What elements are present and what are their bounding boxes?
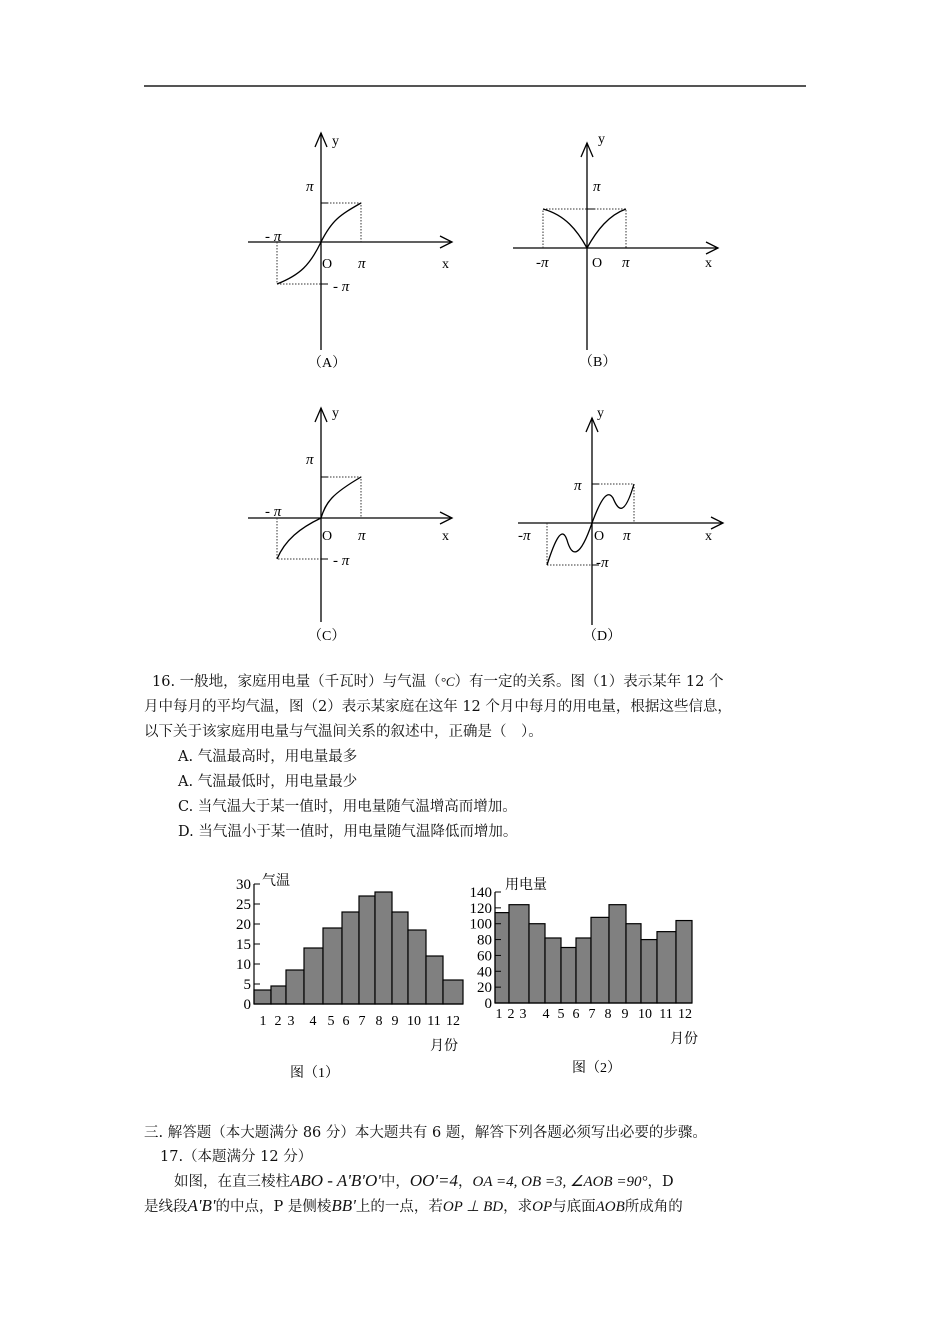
svg-text:5: 5: [327, 1014, 335, 1029]
svg-text:11: 11: [427, 1014, 441, 1029]
bar-month-4: [545, 938, 561, 1003]
bar-month-7: [591, 917, 609, 1003]
svg-text:-π: -π: [536, 255, 549, 271]
svg-text:4: 4: [542, 1007, 550, 1022]
graph-caption: （A）: [308, 356, 347, 371]
svg-text:7: 7: [358, 1014, 366, 1029]
svg-text:7: 7: [588, 1007, 596, 1022]
svg-text:π: π: [358, 256, 366, 272]
svg-text:π: π: [306, 452, 314, 468]
chart-electricity: [460, 865, 710, 1085]
svg-text:x: x: [705, 529, 712, 544]
svg-text:3: 3: [287, 1014, 295, 1029]
x-axis-title: 月份: [430, 1039, 458, 1054]
bar-month-6: [576, 938, 591, 1003]
svg-text:100: 100: [469, 916, 492, 933]
svg-text:π: π: [306, 179, 314, 195]
svg-text:x: x: [705, 256, 712, 271]
svg-text:30: 30: [236, 877, 251, 893]
svg-text:- π: - π: [333, 553, 350, 569]
svg-text:1: 1: [259, 1014, 267, 1029]
bar-month-2: [509, 905, 529, 1003]
bar-month-5: [561, 948, 576, 1004]
svg-text:O: O: [594, 529, 605, 544]
svg-text:15: 15: [236, 937, 251, 953]
header-rule: [144, 85, 806, 87]
origin-label: O: [322, 257, 333, 272]
svg-text:O: O: [592, 256, 603, 271]
svg-text:140: 140: [469, 885, 492, 901]
graph-c: [240, 400, 470, 655]
bar-month-3: [529, 924, 545, 1003]
svg-text:-π: -π: [518, 528, 531, 544]
svg-text:25: 25: [236, 897, 251, 913]
chart-caption: 图（2）: [572, 1061, 621, 1076]
bar-month-5: [323, 928, 342, 1004]
svg-text:π: π: [574, 478, 582, 494]
q16-option-a1: A. 气温最高时，用电量最多: [178, 749, 358, 765]
q17-line2: 是线段A'B'的中点，P 是侧棱BB'上的一点，若OP ⊥ BD，求OP与底面AOB所成角的: [144, 1196, 683, 1215]
svg-text:80: 80: [477, 932, 492, 949]
svg-text:9: 9: [621, 1007, 629, 1022]
svg-text:11: 11: [659, 1007, 673, 1022]
bar-month-7: [359, 896, 375, 1004]
svg-text:40: 40: [477, 964, 492, 981]
q16-option-c: C. 当气温大于某一值时，用电量随气温增高而增加。: [178, 799, 517, 815]
svg-text:120: 120: [469, 900, 492, 917]
graph-a: [240, 125, 470, 380]
bar-month-6: [342, 912, 359, 1004]
svg-text:（D）: （D）: [583, 629, 622, 644]
q16-option-d: D. 当气温小于某一值时，用电量随气温降低而增加。: [178, 824, 518, 840]
x-label: x: [442, 257, 449, 272]
svg-text:y: y: [332, 406, 339, 421]
graph-d: [510, 400, 740, 655]
svg-text:（B）: （B）: [579, 355, 617, 370]
q16-line1: 16. 一般地，家庭用电量（千瓦时）与气温（°C）有一定的关系。图（1）表示某年 12 个: [152, 674, 724, 690]
svg-text:6: 6: [342, 1014, 350, 1029]
svg-text:π: π: [593, 179, 601, 195]
q16-option-a2: A. 气温最低时，用电量最少: [178, 774, 358, 790]
bar-month-8: [609, 905, 626, 1003]
svg-text:20: 20: [236, 917, 251, 933]
svg-text:60: 60: [477, 948, 492, 965]
bar-month-9: [626, 924, 641, 1003]
bar-month-12: [676, 921, 692, 1003]
svg-text:9: 9: [391, 1014, 399, 1029]
svg-text:x: x: [442, 529, 449, 544]
q17-title: 17.（本题满分 12 分）: [160, 1149, 313, 1165]
bar-month-1: [254, 990, 271, 1004]
q16-line3: 以下关于该家庭用电量与气温间关系的叙述中，正确是（ ）。: [144, 724, 543, 740]
bar-month-10: [641, 940, 657, 1003]
svg-text:8: 8: [604, 1007, 612, 1022]
svg-text:π: π: [623, 528, 631, 544]
svg-text:1: 1: [495, 1007, 503, 1022]
svg-text:5: 5: [557, 1007, 565, 1022]
svg-text:8: 8: [375, 1014, 383, 1029]
svg-text:- π: - π: [265, 229, 282, 245]
svg-text:10: 10: [236, 957, 251, 973]
svg-text:- π: - π: [333, 279, 350, 295]
bar-month-3: [286, 970, 304, 1004]
svg-text:π: π: [358, 528, 366, 544]
svg-text:6: 6: [572, 1007, 580, 1022]
bar-month-2: [271, 986, 286, 1004]
svg-text:12: 12: [678, 1007, 692, 1022]
svg-text:0: 0: [484, 996, 492, 1012]
svg-text:- π: - π: [265, 504, 282, 520]
chart-caption: 图（1）: [290, 1066, 339, 1081]
svg-text:20: 20: [477, 980, 492, 997]
svg-text:y: y: [598, 132, 605, 147]
svg-text:0: 0: [243, 997, 251, 1013]
x-axis-title: 月份: [670, 1032, 698, 1047]
svg-text:4: 4: [309, 1014, 317, 1029]
bar-month-9: [392, 912, 408, 1004]
svg-text:10: 10: [638, 1007, 652, 1022]
q16-line2: 月中每月的平均气温，图（2）表示某家庭在这年 12 个月中每月的用电量，根据这些信息，: [144, 699, 732, 715]
svg-text:O: O: [322, 529, 333, 544]
svg-text:10: 10: [407, 1014, 421, 1029]
y-axis-title: 用电量: [505, 878, 547, 893]
bar-month-11: [657, 932, 676, 1003]
svg-text:3: 3: [519, 1007, 527, 1022]
y-axis-title: 气温: [262, 874, 290, 889]
bar-month-8: [375, 892, 392, 1004]
bar-month-1: [495, 913, 509, 1003]
graph-b: [505, 125, 735, 380]
svg-text:（C）: （C）: [308, 629, 346, 644]
svg-text:2: 2: [507, 1007, 515, 1022]
section3-heading: 三. 解答题（本大题满分 86 分）本大题共有 6 题，解答下列各题必须写出必要的步骤。: [144, 1125, 707, 1141]
bar-month-10: [408, 930, 426, 1004]
bar-month-11: [426, 956, 443, 1004]
y-label: y: [332, 134, 339, 149]
bar-month-4: [304, 948, 323, 1004]
chart-temperature: [225, 865, 470, 1085]
svg-text:-π: -π: [596, 555, 609, 571]
svg-text:π: π: [622, 255, 630, 271]
svg-text:12: 12: [446, 1014, 460, 1029]
svg-text:y: y: [597, 406, 604, 421]
q17-line1: 如图，在直三棱柱ABO - A'B'O'中，OO'=4，OA =4, OB =3, ∠AOB =90°，D: [174, 1171, 674, 1190]
svg-text:2: 2: [274, 1014, 282, 1029]
svg-text:5: 5: [243, 977, 251, 993]
